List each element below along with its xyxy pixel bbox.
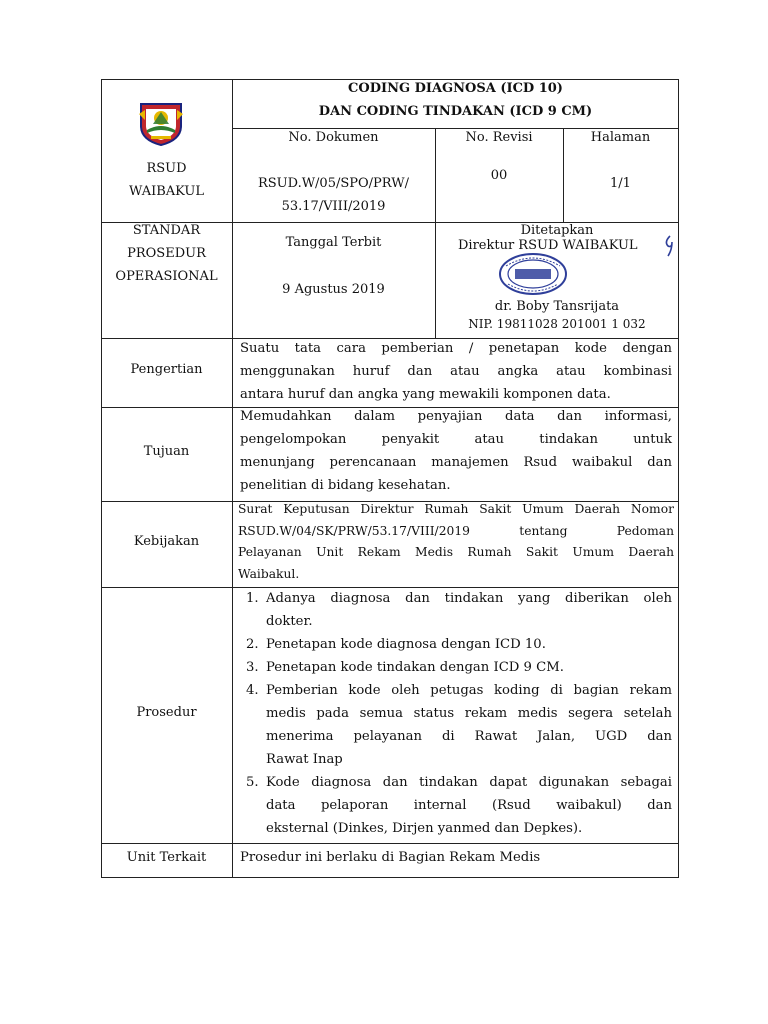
list-item [238, 679, 672, 771]
pengertian-line: Suatu tata cara pemberian / penetapan kode dengan [240, 341, 672, 356]
list-item-line: medis pada semua status rekam medis segera setelah [266, 706, 672, 721]
official-stamp-icon [498, 252, 568, 296]
pengertian-line: menggunakan huruf dan atau angka atau kombinasi [240, 364, 672, 379]
kebijakan-line: RSUD.W/04/SK/PRW/53.17/VIII/2019 tentang Pedoman [238, 523, 674, 538]
row-divider [101, 843, 679, 844]
list-item-line: Kode diagnosa dan tindakan dapat digunakan sebagai [266, 775, 672, 790]
list-item-number: 1. [246, 591, 259, 606]
pengertian-label: Pengertian [130, 362, 203, 377]
page-label: Halaman [590, 130, 651, 145]
list-item [238, 656, 672, 679]
sop-label-line3: OPERASIONAL [115, 269, 218, 284]
table-border-bottom [101, 877, 679, 878]
issue-date-value: 9 Agustus 2019 [282, 282, 385, 297]
list-item-line: eksternal (Dinkes, Dirjen yanmed dan Depkes). [266, 821, 583, 836]
list-item-line: dokter. [266, 614, 313, 629]
signer-nip: NIP. 19811028 201001 1 032 [468, 317, 646, 331]
page-value: 1/1 [610, 176, 631, 191]
doc-number-value-line1: RSUD.W/05/SPO/PRW/ [257, 176, 410, 191]
doc-number-value-line2: 53.17/VIII/2019 [281, 199, 386, 214]
tujuan-line: pengelompokan penyakit atau tindakan untuk [240, 432, 672, 447]
tujuan-line: penelitian di bidang kesehatan. [240, 478, 451, 493]
signer-name: dr. Boby Tansrijata [494, 299, 620, 314]
row-divider [232, 128, 679, 129]
sop-label-line2: PROSEDUR [127, 246, 206, 261]
doc-number-label: No. Dokumen [288, 130, 379, 145]
pengertian-line: antara huruf dan angka yang mewakili komponen data. [240, 387, 611, 402]
list-item-line: menerima pelayanan di Rawat Jalan, UGD dan [266, 729, 672, 744]
list-item-number: 4. [246, 683, 259, 698]
tujuan-line: Memudahkan dalam penyajian data dan informasi, [240, 409, 672, 424]
approved-line1: Ditetapkan [520, 223, 594, 238]
hospital-name-line1: RSUD [146, 161, 187, 176]
hospital-logo-icon [137, 100, 185, 146]
list-item [238, 587, 672, 633]
list-item-line: Pemberian kode oleh petugas koding di bagian rekam [266, 683, 672, 698]
list-item-line: Penetapan kode tindakan dengan ICD 9 CM. [266, 660, 564, 675]
list-item-line: Adanya diagnosa dan tindakan yang diberikan oleh [266, 591, 672, 606]
tujuan-line: menunjang perencanaan manajemen Rsud waibakul dan [240, 455, 672, 470]
list-item [238, 771, 672, 840]
document-title-line2: DAN CODING TINDAKAN (ICD 9 CM) [318, 104, 593, 119]
pengertian-text [240, 337, 672, 406]
list-item-number: 5. [246, 775, 259, 790]
list-item-number: 2. [246, 637, 259, 652]
list-item-line: data pelaporan internal (Rsud waibakul) dan [266, 798, 672, 813]
table-border-top [101, 79, 679, 80]
list-item-number: 3. [246, 660, 259, 675]
list-item [238, 633, 672, 656]
kebijakan-label: Kebijakan [133, 534, 200, 549]
unit-terkait-text: Prosedur ini berlaku di Bagian Rekam Medis [240, 850, 541, 865]
kebijakan-line: Surat Keputusan Direktur Rumah Sakit Umum Daerah Nomor [238, 502, 674, 516]
kebijakan-line: Waibakul. [238, 566, 300, 581]
tujuan-label: Tujuan [143, 444, 190, 459]
list-item-line: Penetapan kode diagnosa dengan ICD 10. [266, 637, 546, 652]
issue-date-label: Tanggal Terbit [285, 235, 382, 250]
unit-terkait-label: Unit Terkait [126, 850, 207, 865]
list-item-line: Rawat Inap [266, 752, 343, 767]
document-title-line1: CODING DIAGNOSA (ICD 10) [348, 81, 563, 96]
hospital-name-line2: WAIBAKUL [128, 184, 205, 199]
kebijakan-text [238, 499, 674, 585]
kebijakan-line: Pelayanan Unit Rekam Medis Rumah Sakit Umum Daerah [238, 545, 674, 559]
revision-label: No. Revisi [465, 130, 533, 145]
prosedur-list [238, 587, 672, 840]
table-border-right [678, 79, 679, 878]
tujuan-text [240, 405, 672, 497]
prosedur-label: Prosedur [136, 705, 197, 720]
approved-line2: Direktur RSUD WAIBAKUL [458, 238, 638, 253]
sop-label-line1: STANDAR [132, 223, 201, 238]
signature-mark-icon [660, 234, 678, 258]
revision-value: 00 [490, 168, 508, 183]
